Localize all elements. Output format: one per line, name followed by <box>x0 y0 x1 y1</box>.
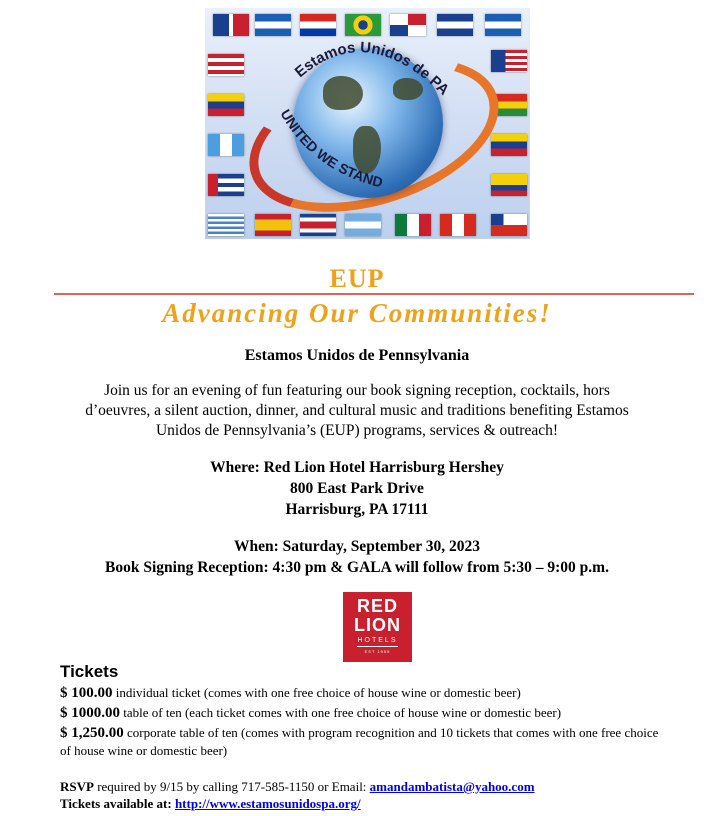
banner-arc-top-text: Estamos Unidos de PA <box>291 39 453 99</box>
banner-arc-bottom-text: UNITED WE STAND <box>277 106 385 191</box>
ticket-price: $ 1000.00 <box>60 705 120 721</box>
ticket-item-individual <box>60 684 521 702</box>
logo-hotels-text: HOTELS <box>357 637 398 644</box>
logo-est-text: EST 1959 <box>364 649 391 654</box>
ticket-desc: corporate table of ten (comes with program recognition and 10 tickets that comes with one free choice of house wine or domestic beer) <box>60 725 659 758</box>
logo-divider <box>357 646 398 647</box>
intro-paragraph: Join us for an evening of fun featuring our book signing reception, cocktails, hors d’oeuvres, a silent auction, dinner, and cultural music and traditions benefiting Estamos Unidos de Pennsylvania’s (EUP) programs, services & outreach! <box>85 382 629 439</box>
where-city: Harrisburg, PA 17111 <box>285 501 429 518</box>
banner-arc-text <box>205 8 530 239</box>
ticket-desc: table of ten (each ticket comes with one free choice of house wine or domestic beer) <box>123 705 562 720</box>
rsvp-text: required by 9/15 by calling 717-585-1150 or Email: <box>97 779 367 794</box>
svg-text:Estamos Unidos de PA <box>292 39 453 99</box>
when-times: Book Signing Reception: 4:30 pm & GALA will follow from 5:30 – 9:00 p.m. <box>105 559 609 576</box>
where-venue: Where: Red Lion Hotel Harrisburg Hershey <box>210 459 504 476</box>
tickets-heading: Tickets <box>60 662 119 681</box>
ticket-item-table <box>60 704 561 722</box>
ticket-price: $ 100.00 <box>60 685 113 701</box>
divider-rule <box>54 293 694 295</box>
eup-banner-image <box>205 8 530 239</box>
where-block <box>0 457 714 520</box>
tickets-available-line <box>60 795 361 812</box>
logo-lion-text: LION <box>354 615 401 635</box>
logo-red-text: RED <box>356 596 398 616</box>
rsvp-line <box>60 778 535 795</box>
eup-heading: EUP <box>329 264 385 293</box>
ticket-desc: individual ticket (comes with one free choice of house wine or domestic beer) <box>115 685 521 700</box>
where-street: 800 East Park Drive <box>290 480 424 497</box>
tagline: Advancing Our Communities! <box>162 298 552 328</box>
website-link[interactable]: http://www.estamosunidospa.org/ <box>174 796 361 811</box>
email-link[interactable]: amandambatista@yahoo.com <box>369 779 535 794</box>
when-block <box>0 536 714 578</box>
svg-text:UNITED WE STAND <box>277 106 384 190</box>
rsvp-label: RSVP <box>60 779 94 794</box>
available-label: Tickets available at: <box>60 796 172 811</box>
ticket-price: $ 1,250.00 <box>60 725 124 741</box>
org-name: Estamos Unidos de Pennsylvania <box>244 347 470 364</box>
ticket-item-corporate <box>60 724 670 759</box>
red-lion-hotels-logo <box>343 592 412 662</box>
when-date: When: Saturday, September 30, 2023 <box>233 538 480 555</box>
